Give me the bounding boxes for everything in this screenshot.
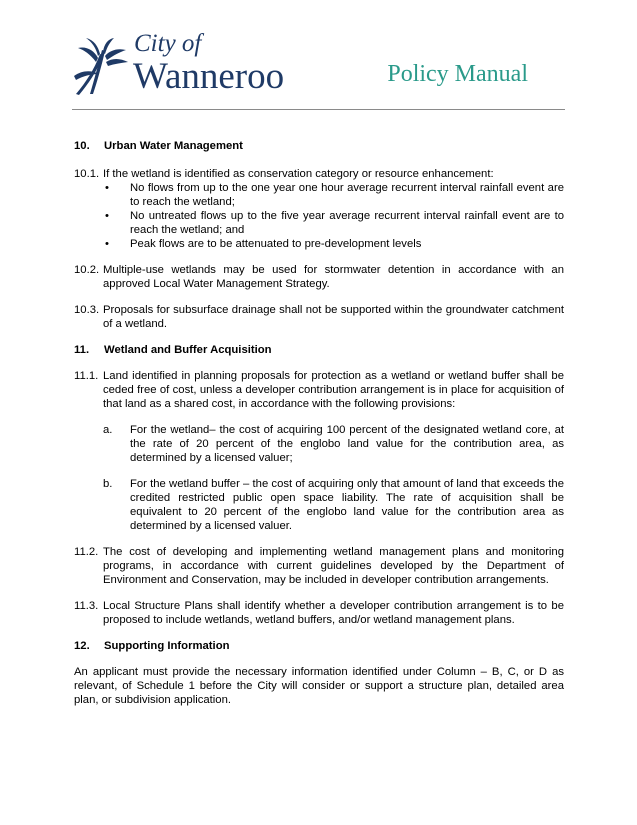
document-body [74, 139, 564, 707]
clause-11-2: 11.2. The cost of developing and implementing wetland management plans and monitoring programs, in accordance with current guidelines developed by the Department of Environment and Conservation, may be included in developer contribution arrangements. [74, 546, 564, 586]
kangaroo-paw-logo-icon [72, 36, 132, 96]
section-heading-12: 12. Supporting Information [74, 640, 230, 652]
section-heading-10: 10. Urban Water Management [74, 140, 243, 152]
logo-text-city-of: City of [134, 30, 202, 57]
logo-text-wanneroo: Wanneroo [133, 56, 285, 97]
bullet-icon: • [105, 238, 109, 250]
section-12-paragraph: An applicant must provide the necessary information identified under Column – B, C, or D as relevant, of Schedule 1 before the City will consider or support a structure plan, detailed area plan, or subdivision application. [74, 666, 564, 706]
bullet-icon: • [105, 210, 109, 222]
clause-11-1: 11.1. Land identified in planning proposals for protection as a wetland or wetland buffer shall be ceded free of cost, unless a developer contribution arrangement is in place for acquisition of that land as a shared cost, in accordance with the following provisions: [74, 370, 564, 410]
document-title: Policy Manual [387, 61, 528, 87]
list-item: • Peak flows are to be attenuated to pre-development levels [105, 238, 422, 250]
section-heading-11: 11. Wetland and Buffer Acquisition [74, 344, 272, 356]
list-item: • No flows from up to the one year one hour average recurrent interval rainfall event are to reach the wetland; [105, 182, 564, 208]
clause-10-3: 10.3. Proposals for subsurface drainage shall not be supported within the groundwater catchment of a wetland. [74, 304, 564, 330]
clause-10-1: 10.1. If the wetland is identified as conservation category or resource enhancement: [74, 168, 494, 180]
clause-10-2: 10.2. Multiple-use wetlands may be used for stormwater detention in accordance with an approved Local Water Management Strategy. [74, 264, 564, 290]
bullet-icon: • [105, 182, 109, 194]
list-item: • No untreated flows up to the five year average recurrent interval rainfall event are to reach the wetland; and [105, 210, 564, 236]
header-divider [72, 109, 565, 110]
clause-11-1-b: b. For the wetland buffer – the cost of acquiring only that amount of land that exceeds the credited restricted public open space liability. The rate of acquisition shall be equivalent to 20 percent of the englobo land value for the contribution area as determined by a licensed valuer. [103, 478, 564, 532]
page-header [0, 0, 637, 112]
clause-11-3: 11.3. Local Structure Plans shall identify whether a developer contribution arrangement is to be proposed to include wetlands, wetland buffers, and/or wetland management plans. [74, 600, 564, 626]
clause-10-1-bullet-list [74, 181, 564, 251]
clause-11-1-a: a. For the wetland– the cost of acquiring 100 percent of the designated wetland core, at the rate of 20 percent of the englobo land value for the contribution area, as determined by a licensed valuer; [103, 424, 564, 464]
